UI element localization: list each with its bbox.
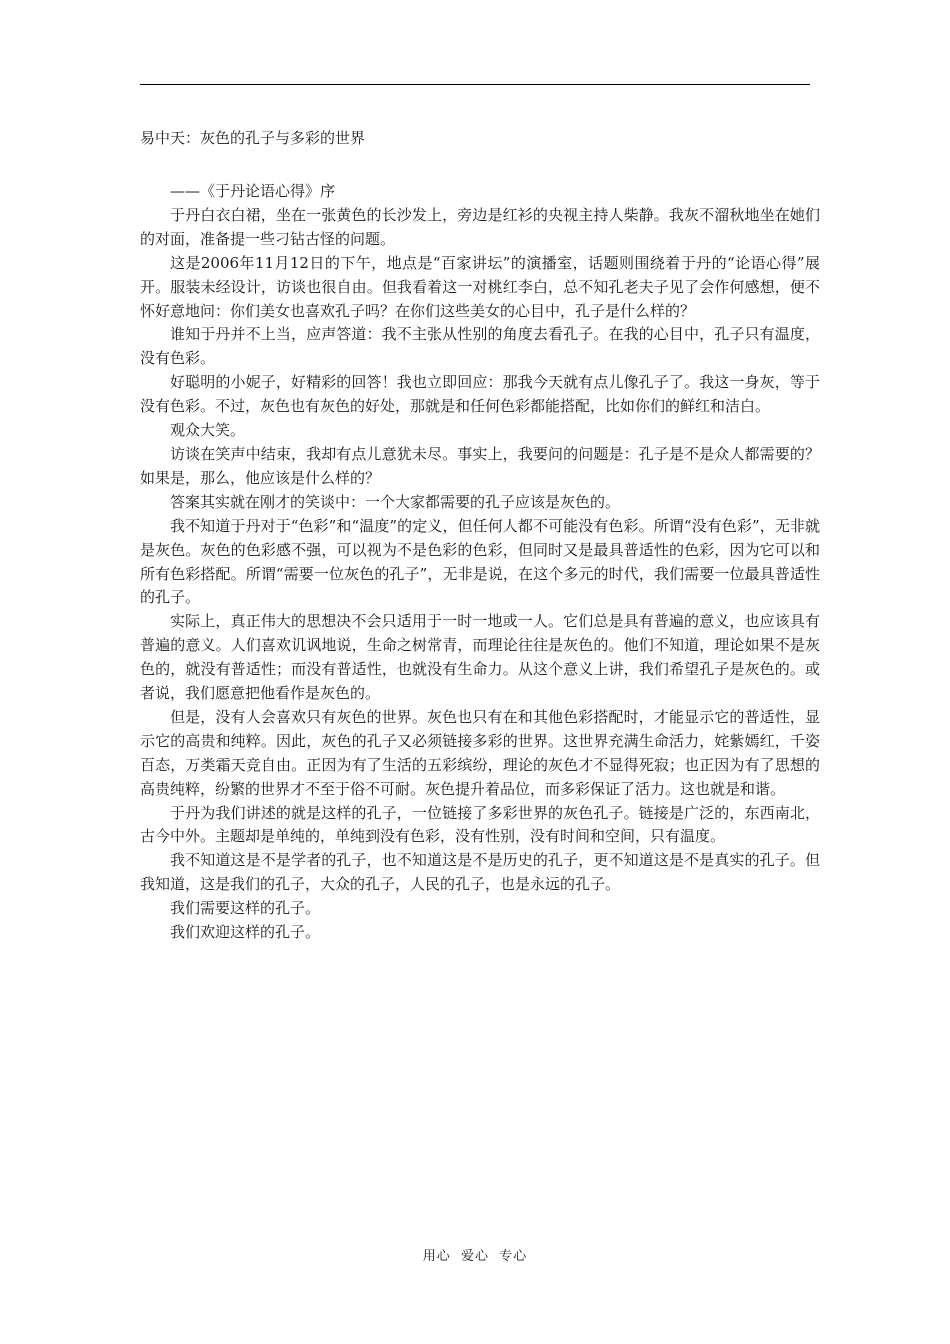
article-body <box>140 180 820 945</box>
paragraph: 我不知道这是不是学者的孔子，也不知道这是不是历史的孔子，更不知道这是不是真实的孔子。但我知道，这是我们的孔子，大众的孔子，人民的孔子，也是永远的孔子。 <box>140 851 820 894</box>
paragraph: 于丹为我们讲述的就是这样的孔子，一位链接了多彩世界的灰色孔子。链接是广泛的，东西南北，古今中外。主题却是单纯的，单纯到没有色彩，没有性别，没有时间和空间，只有温度。 <box>140 803 820 846</box>
paragraph: 访谈在笑声中结束，我却有点儿意犹未尽。事实上，我要问的问题是：孔子是不是众人都需要的？如果是，那么，他应该是什么样的？ <box>140 444 820 487</box>
paragraph: 答案其实就在刚才的笑谈中：一个大家都需要的孔子应该是灰色的。 <box>170 492 621 511</box>
paragraph: 我不知道于丹对于“色彩”和“温度”的定义，但任何人都不可能没有色彩。所谓“没有色彩”，无非就是灰色。灰色的色彩感不强，可以视为不是色彩的色彩，但同时又是最具普适性的色彩，因为它可以和所有色彩搭配。所谓“需要一位灰色的孔子”，无非是说，在这个多元的时代，我们需要一位最具普适性的孔子。 <box>140 516 820 607</box>
paragraph: 我们欢迎这样的孔子。 <box>170 923 321 942</box>
paragraph: 于丹白衣白裙，坐在一张黄色的长沙发上，旁边是红衫的央视主持人柴静。我灰不溜秋地坐在她们的对面，准备提一些刁钻古怪的问题。 <box>140 205 820 248</box>
page-footer: 用心 爱心 专心 <box>422 1249 528 1264</box>
header-rule <box>140 84 810 85</box>
paragraph: 谁知于丹并不上当，应声答道：我不主张从性别的角度去看孔子。在我的心目中，孔子只有温度，没有色彩。 <box>140 325 820 368</box>
paragraph: 实际上，真正伟大的思想决不会只适用于一时一地或一人。它们总是具有普遍的意义，也应该具有普遍的意义。人们喜欢讥讽地说，生命之树常青，而理论往往是灰色的。他们不知道，理论如果不是灰色的，就没有普适性；而没有普适性，也就没有生命力。从这个意义上讲，我们希望孔子是灰色的。或者说，我们愿意把他看作是灰色的。 <box>140 612 820 703</box>
article-title: 易中天：灰色的孔子与多彩的世界 <box>140 129 366 147</box>
paragraph: 好聪明的小妮子，好精彩的回答！我也立即回应：那我今天就有点儿像孔子了。我这一身灰，等于没有色彩。不过，灰色也有灰色的好处，那就是和任何色彩都能搭配，比如你们的鲜红和洁白。 <box>140 373 820 416</box>
paragraph: 但是，没有人会喜欢只有灰色的世界。灰色也只有在和其他色彩搭配时，才能显示它的普适性，显示它的高贵和纯粹。因此，灰色的孔子又必须链接多彩的世界。这世界充满生命活力，姹紫嫣红，千姿百态，万类霜天竞自由。正因为有了生活的五彩缤纷，理论的灰色才不显得死寂；也正因为有了思想的高贵纯粹，纷繁的世界才不至于俗不可耐。灰色提升着品位，而多彩保证了活力。这也就是和谐。 <box>140 707 820 798</box>
paragraph: 这是2006年11月12日的下午，地点是“百家讲坛”的演播室，话题则围绕着于丹的“论语心得”展开。服装未经设计，访谈也很自由。但我看着这一对桃红李白，总不知孔老夫子见了会作何感想，便不怀好意地问：你们美女也喜欢孔子吗？在你们这些美女的心目中，孔子是什么样的？ <box>140 253 820 320</box>
paragraph: 我们需要这样的孔子。 <box>170 899 321 918</box>
paragraph: 观众大笑。 <box>170 421 246 440</box>
subtitle: ——《于丹论语心得》序 <box>170 182 336 200</box>
